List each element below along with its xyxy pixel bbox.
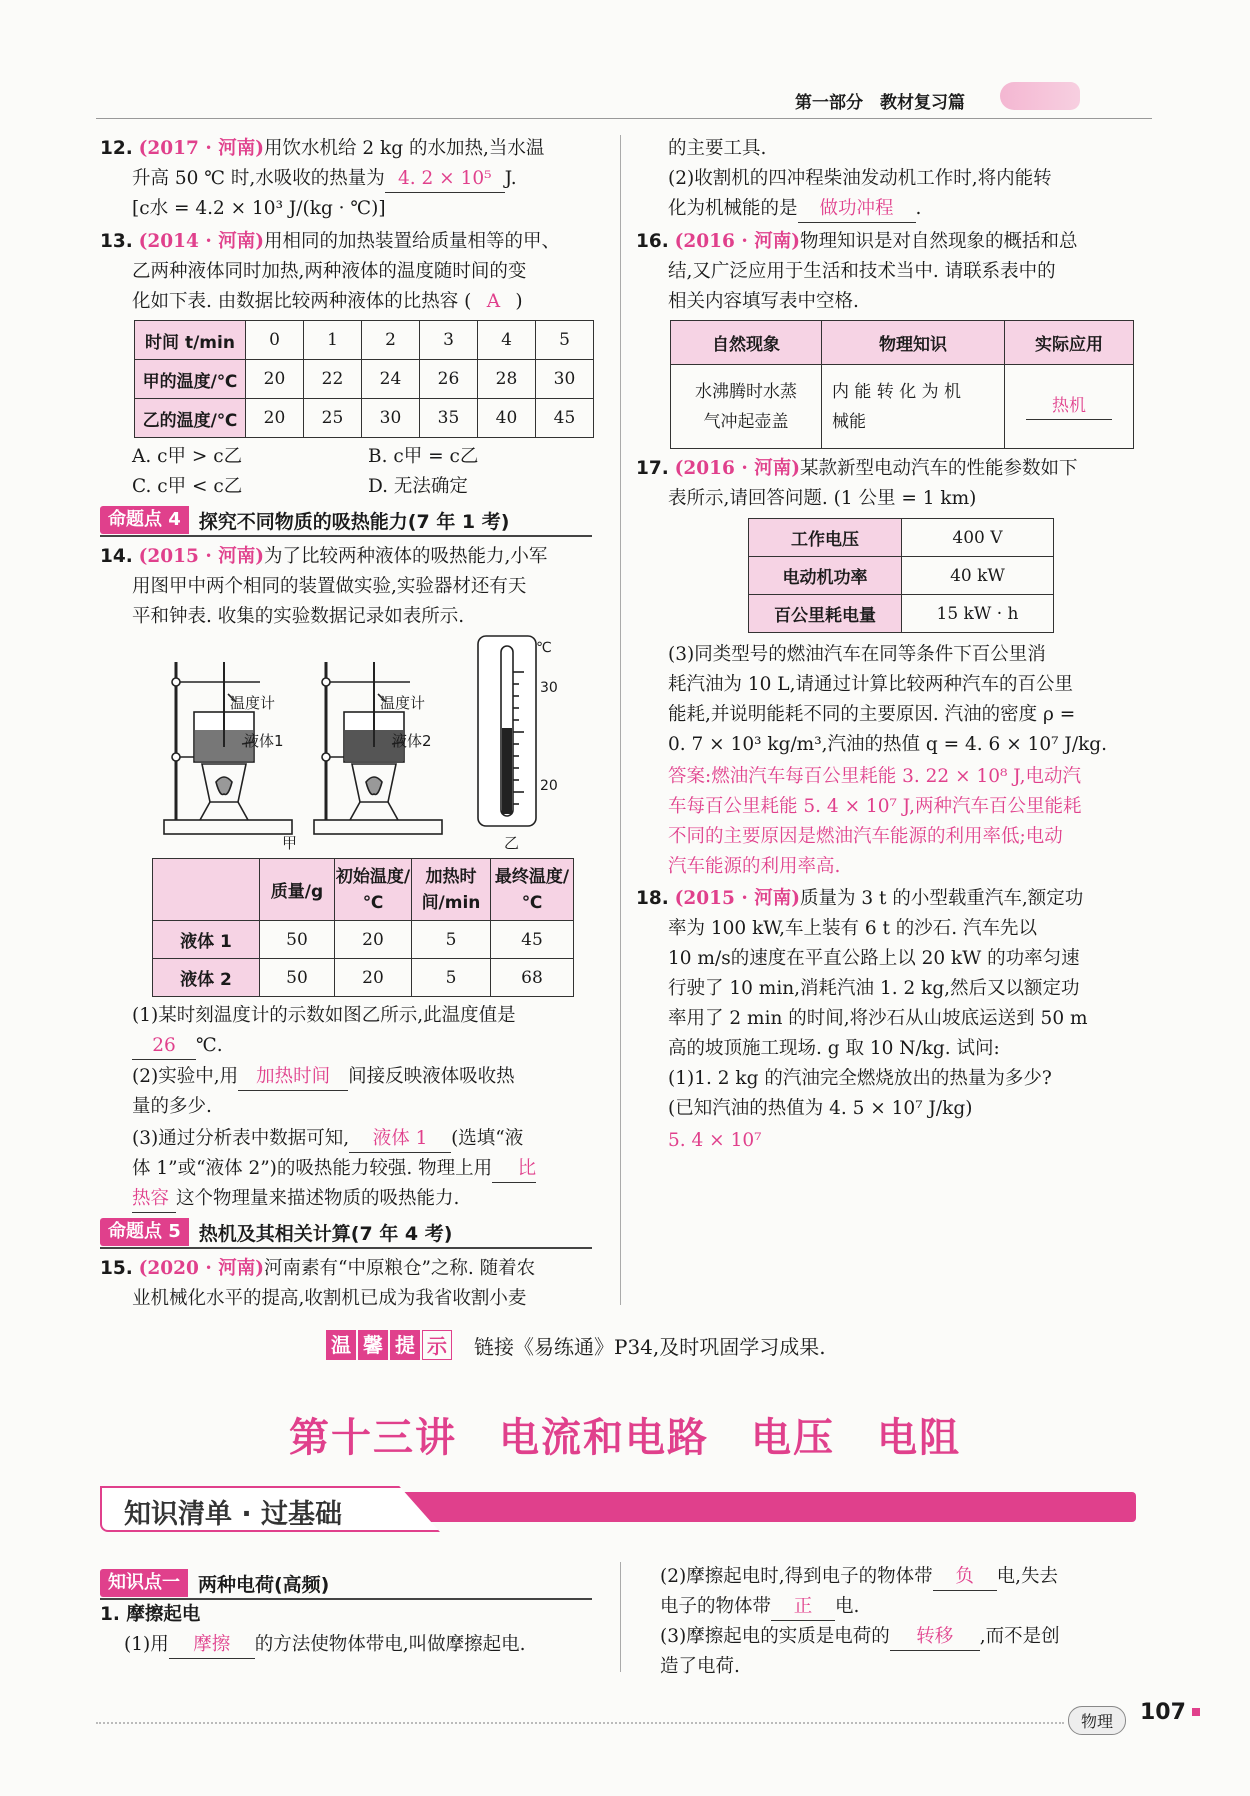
q15-right-line2: (2)收割机的四冲程柴油发动机工作时,将内能转: [668, 168, 1052, 189]
tip-text: 链接《易练通》P34,及时巩固学习成果.: [474, 1334, 826, 1359]
q17-p2: 耗汽油为 10 L,请通过计算比较两种汽车的百公里: [668, 674, 1073, 695]
q15-right-line3: 化为机械能的是 做功冲程 .: [668, 194, 921, 224]
q13-option-d: D. 无法确定: [368, 476, 468, 497]
q12-answer: 4. 2 × 10⁵: [385, 166, 505, 193]
column-divider-2: [620, 1562, 621, 1672]
q13-table: 时间 t/min 0 1 2 3 4 5 甲的温度/℃ 20 22 24 26 28 30 乙的温度/℃ 20 25 30 35 40 45: [134, 320, 594, 438]
topic-tag-5: 命题点 5 热机及其相关计算(7 年 4 考): [100, 1218, 592, 1246]
q15-line1: 15. (2020 · 河南)河南素有“中原粮仓”之称. 随着农: [100, 1258, 536, 1279]
fig-unit-label: ℃: [536, 640, 552, 656]
fig-liquid-label-2: 液体2: [392, 732, 432, 750]
tip-char-4: 示: [422, 1330, 452, 1360]
tip-char-3: 提: [390, 1330, 420, 1360]
k2-p3: (3)摩擦起电的实质是电荷的 转移 ,而不是创: [660, 1622, 1060, 1652]
lecture-title: 第十三讲 电流和电路 电压 电阻: [289, 1415, 961, 1461]
q17-table: 工作电压 400 V 电动机功率 40 kW 百公里耗电量 15 kW · h: [748, 518, 1054, 633]
footer-rule: [96, 1722, 1064, 1724]
q17-p3: 能耗,并说明能耗不同的主要原因. 汽油的密度 ρ =: [668, 704, 1076, 725]
fig-liquid-label-1: 液体1: [244, 732, 284, 750]
k2-p3-answer: 转移: [890, 1624, 980, 1651]
q14-line3: 平和钟表. 收集的实验数据记录如表所示.: [132, 606, 465, 627]
q16-line2: 结,又广泛应用于生活和技术当中. 请联系表中的: [668, 261, 1056, 282]
header-rule: [96, 118, 1152, 119]
q14-p2-line2: 量的多少.: [132, 1096, 212, 1117]
q13-option-a: A. c甲 > c乙: [132, 446, 243, 467]
k2-p2-answer2: 正: [771, 1594, 835, 1621]
q13-option-b: B. c甲 = c乙: [368, 446, 479, 467]
banner-text: 知识清单 · 过基础: [124, 1499, 343, 1530]
q18-line2: 率为 100 kW,车上装有 6 t 的沙石. 汽车先以: [668, 918, 1038, 939]
q17-p4: 0. 7 × 10³ kg/m³,汽油的热值 q = 4. 6 × 10⁷ J/kg.: [668, 734, 1107, 755]
k1-p1: (1)用 摩擦 的方法使物体带电,叫做摩擦起电.: [124, 1630, 525, 1660]
q17-answer-2: 车每百公里耗能 5. 4 × 10⁷ J,两种汽车百公里能耗: [668, 796, 1082, 817]
fig-thermo-label-2: 温度计: [380, 694, 426, 712]
q14-experiment-figure: [150, 632, 580, 852]
q13-line2: 乙两种液体同时加热,两种液体的温度随时间的变: [132, 261, 527, 282]
k2-p3-line2: 造了电荷.: [660, 1656, 740, 1677]
page-number: 107: [1140, 1700, 1186, 1725]
topic-tag-4: 命题点 4 探究不同物质的吸热能力(7 年 1 考): [100, 506, 592, 534]
q18-line3: 10 m/s的速度在平直公路上以 20 kW 的功率匀速: [668, 948, 1080, 969]
tip-char-1: 温: [326, 1330, 356, 1360]
q18-answer: 5. 4 × 10⁷: [668, 1130, 762, 1151]
k1-p1-answer: 摩擦: [169, 1632, 255, 1659]
q14-p3-answer2a: 比: [492, 1156, 536, 1183]
fig-label-yi: 乙: [504, 834, 520, 852]
q12-line3: [c水 = 4.2 × 10³ J/(kg · ℃)]: [132, 198, 386, 219]
q17-line1: 17. (2016 · 河南)某款新型电动汽车的性能参数如下: [636, 458, 1078, 479]
fig-label-jia: 甲: [282, 834, 298, 852]
q12-line1: 12. (2017 · 河南)用饮水机给 2 kg 的水加热,当水温: [100, 138, 545, 159]
q14-table: 质量/g 初始温度/℃ 加热时间/min 最终温度/℃ 液体 1 50 20 5 45 液体 2 50 20 5 68: [152, 858, 574, 997]
q18-line1: 18. (2015 · 河南)质量为 3 t 的小型载重汽车,额定功: [636, 888, 1084, 909]
thermometer-yi: [478, 636, 536, 826]
fig-tick-30: 30: [540, 680, 558, 696]
q13-option-c: C. c甲 < c乙: [132, 476, 243, 497]
q13-line1: 13. (2014 · 河南)用相同的加热装置给质量相等的甲、: [100, 231, 561, 252]
k2-p2-line2: 电子的物体带 正 电.: [660, 1592, 859, 1622]
q14-p1-line2: 26 ℃.: [132, 1031, 223, 1061]
k2-p2-answer: 负: [933, 1564, 997, 1591]
q14-p3-line2: 体 1”或“液体 2”)的吸热能力较强. 物理上用 比: [132, 1154, 536, 1184]
column-divider: [620, 135, 621, 1305]
q16-line3: 相关内容填写表中空格.: [668, 291, 859, 312]
q18-line5: 率用了 2 min 的时间,将沙石从山坡底运送到 50 m: [668, 1008, 1088, 1029]
q16-line1: 16. (2016 · 河南)物理知识是对自然现象的概括和总: [636, 231, 1078, 252]
q17-line2: 表所示,请回答问题. (1 公里 = 1 km): [668, 488, 977, 509]
q15-line2: 业机械化水平的提高,收割机已成为我省收割小麦: [132, 1288, 527, 1309]
q14-p2-answer: 加热时间: [238, 1064, 348, 1091]
q14-p3: (3)通过分析表中数据可知, 液体 1 (选填“液: [132, 1124, 523, 1154]
q14-p1-answer: 26: [132, 1033, 196, 1060]
q12-line2: 升高 50 ℃ 时,水吸收的热量为 4. 2 × 10⁵ J.: [132, 164, 517, 194]
q14-line2: 用图甲中两个相同的装置做实验,实验器材还有天: [132, 576, 527, 597]
q16-answer: 热机: [1026, 393, 1112, 420]
q14-p3-line3: 热容 这个物理量来描述物质的吸热能力.: [132, 1184, 459, 1214]
header-decoration: [1000, 82, 1080, 110]
warm-tip: [326, 1328, 826, 1362]
k1-heading: 1. 摩擦起电: [100, 1604, 201, 1625]
k2-p2: (2)摩擦起电时,得到电子的物体带 负 电,失去: [660, 1562, 1058, 1592]
q16-table: 自然现象 物理知识 实际应用 水沸腾时水蒸 气冲起壶盖 内 能 转 化 为 机 械能 热机: [670, 320, 1134, 449]
q17-answer-1: 答案:燃油汽车每百公里耗能 3. 22 × 10⁸ J,电动汽: [668, 766, 1081, 787]
q14-p2: (2)实验中,用 加热时间 间接反映液体吸收热: [132, 1062, 515, 1092]
q14-p3-answer: 液体 1: [349, 1126, 451, 1153]
q17-answer-4: 汽车能源的利用率高.: [668, 856, 841, 877]
footer-subject: 物理: [1068, 1706, 1126, 1735]
q14-line1: 14. (2015 · 河南)为了比较两种液体的吸热能力,小军: [100, 546, 548, 567]
q14-p3-answer2b: 热容: [132, 1186, 176, 1213]
q15-answer: 做功冲程: [798, 196, 916, 223]
q17-p1: (3)同类型号的燃油汽车在同等条件下百公里消: [668, 644, 1046, 665]
q17-answer-3: 不同的主要原因是燃油汽车能源的利用率低;电动: [668, 826, 1063, 847]
q18-line7: (1)1. 2 kg 的汽油完全燃烧放出的热量为多少?: [668, 1068, 1052, 1089]
knowledge-banner: [100, 1486, 1136, 1532]
header-section: 教材复习篇: [880, 93, 965, 113]
fig-thermo-label-1: 温度计: [230, 694, 276, 712]
q15-right-line1: 的主要工具.: [668, 138, 767, 159]
q18-line6: 高的坡顶施工现场. g 取 10 N/kg. 试问:: [668, 1038, 1000, 1059]
header-bar: [680, 80, 1010, 116]
knowledge-tag-1: 知识点一 两种电荷(高频): [100, 1569, 592, 1597]
tip-char-2: 馨: [358, 1330, 388, 1360]
fig-tick-20: 20: [540, 778, 558, 794]
header-part: 第一部分: [795, 93, 863, 113]
q18-line8: (已知汽油的热值为 4. 5 × 10⁷ J/kg): [668, 1098, 973, 1119]
q14-p1: (1)某时刻温度计的示数如图乙所示,此温度值是: [132, 1005, 516, 1026]
q13-answer: A: [486, 291, 501, 312]
q18-line4: 行驶了 10 min,消耗汽油 1. 2 kg,然后又以额定功: [668, 978, 1080, 999]
q13-line3: 化如下表. 由数据比较两种液体的比热容 ( A ): [132, 287, 523, 317]
footer-square: [1192, 1708, 1200, 1716]
